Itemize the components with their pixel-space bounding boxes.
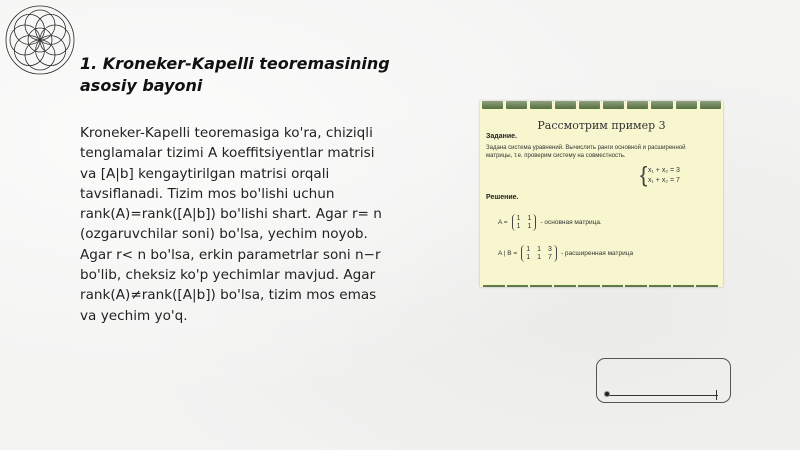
matrix-a-caption: - основная матрица. (540, 219, 602, 226)
body-line: Kroneker-Kapelli teoremasiga ko'ra, chiziqli (80, 125, 373, 141)
matrix-a-row (498, 214, 602, 231)
matrix-ab-prefix: A | B = (498, 250, 518, 257)
body-line: tenglamalar tizimi A koeffitsiyentlar matrisi (80, 145, 375, 162)
brace-icon: { (640, 162, 648, 187)
solution-label: Решение. (486, 194, 519, 201)
matrix-cell: 1 (516, 223, 521, 230)
matrix-cell: 1 (526, 246, 531, 253)
matrix-cell: 1 (526, 254, 531, 261)
example-slide-image (480, 101, 723, 287)
body-line: tavsiflanadi. Tizim mos bo'lishi uchun (80, 185, 335, 202)
matrix-a-prefix: A = (498, 219, 508, 226)
slide-heading: Рассмотрим пример 3 (537, 119, 666, 132)
matrix-ab-caption: - расширенная матрица (560, 250, 634, 257)
matrix-cell: 1 (537, 254, 542, 261)
title-line-1: 1. Kroneker-Kapelli teoremasining (80, 54, 390, 73)
task-label: Задание. (486, 133, 517, 140)
matrix-cell: 1 (516, 215, 521, 222)
media-progress-end-marker (716, 390, 717, 400)
rosette-logo-icon (3, 3, 77, 77)
body-line: bo'lib, cheksiz ko'p yechimlar mavjud. Agar (80, 267, 376, 284)
matrix-cell: 1 (537, 246, 542, 253)
media-progress-track[interactable] (608, 395, 718, 396)
matrix-ab (521, 245, 557, 262)
slide-bottom-bar (483, 285, 718, 287)
body-line: va yechim yo'q. (80, 307, 188, 324)
matrix-cell: 1 (527, 215, 532, 222)
body-line: Agar r< n bo'lsa, erkin parametrlar soni n−r (80, 246, 381, 263)
media-control-panel[interactable] (596, 358, 731, 403)
matrix-cell: 7 (548, 254, 552, 261)
body-paragraph (80, 123, 415, 326)
matrix-cell: 1 (527, 223, 532, 230)
media-progress-handle[interactable] (604, 391, 610, 397)
slide-title (80, 53, 410, 97)
slide-top-bar (480, 101, 723, 109)
title-line-2: asosiy bayoni (80, 76, 203, 95)
equation-system (640, 162, 680, 187)
body-line: rank(A)=rank([A|b]) bo'lishi shart. Agar r= n (80, 206, 382, 223)
equation-1: x₁ + x₂ = 3 (648, 167, 680, 174)
body-line: rank(A)≠rank([A|b]) bo'lsa, tizim mos emas (80, 287, 377, 304)
matrix-cell: 3 (548, 246, 552, 253)
body-line: va [A|b] kengaytirilgan matrisi orqali (80, 165, 330, 182)
task-text: Задана система уравнений. Вычислить ранги основной и расширенной матрицы, т.е. проверим систему на совместность. (486, 145, 686, 159)
body-line: (ozgaruvchilar soni) bo'lsa, yechim noyob. (80, 226, 368, 243)
equation-2: x₁ + x₂ = 7 (648, 177, 680, 184)
matrix-a (512, 214, 537, 231)
matrix-ab-row (498, 245, 633, 262)
